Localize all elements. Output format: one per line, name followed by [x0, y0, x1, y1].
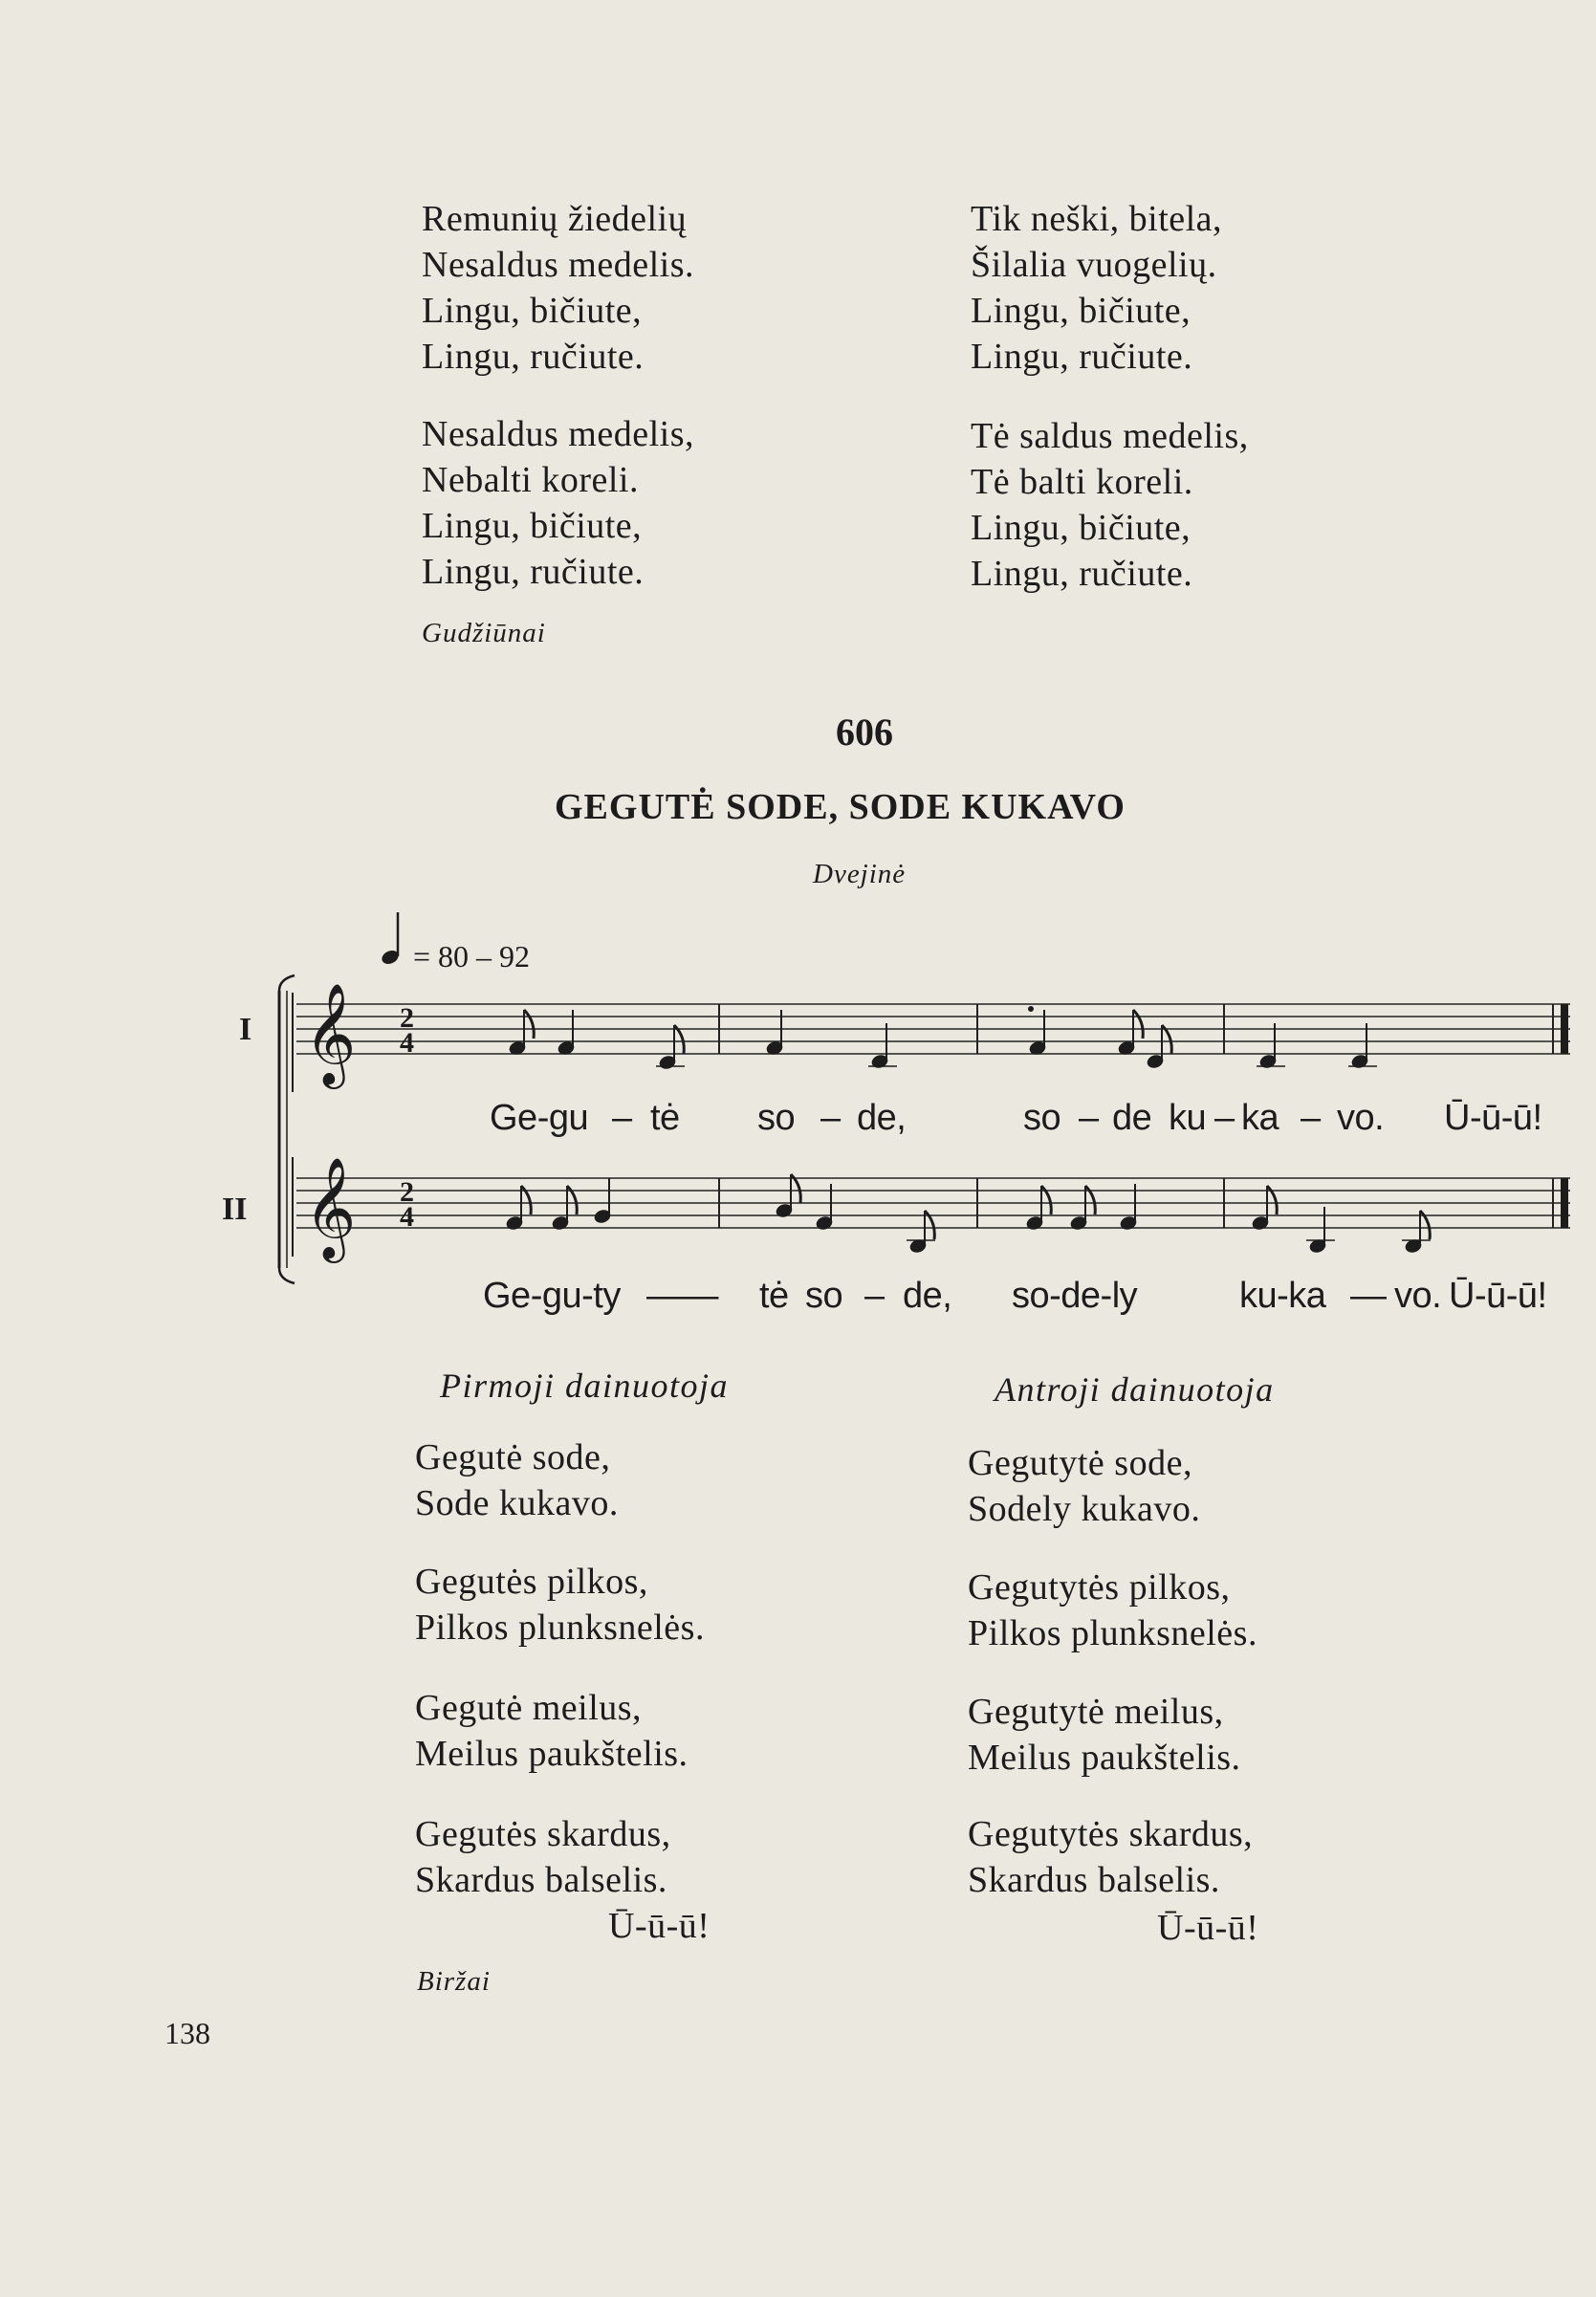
second-singer-stanza-1 [968, 1440, 1200, 1532]
top-place-name: Gudžiūnai [422, 618, 546, 648]
verse-line: Lingu, ručiute. [422, 337, 645, 377]
song-title: GEGUTĖ SODE, SODE KUKAVO [555, 787, 1126, 827]
v1-syllable: so [1023, 1098, 1061, 1138]
v1-syllable: so [757, 1098, 796, 1138]
first-singer-stanza-1 [415, 1434, 619, 1526]
verse-line: Gegutės pilkos, [415, 1562, 648, 1602]
second-singer-stanza-2 [968, 1564, 1257, 1656]
note-quarter [1350, 1023, 1368, 1069]
verse-line: Nesaldus medelis, [422, 414, 695, 454]
verse-line: Nesaldus medelis. [422, 245, 695, 285]
voice-1-label: I [239, 1012, 252, 1047]
v2-syllable: so [805, 1276, 843, 1316]
verse-line: Gegutė sode, [415, 1437, 611, 1477]
note-eighth [908, 1211, 934, 1254]
bottom-place-name: Biržai [417, 1966, 491, 1997]
verse-line: Lingu, ručiute. [971, 554, 1193, 594]
verse-line: Gegutė meilus, [415, 1688, 643, 1728]
v2-refrain: Ū-ū-ū! [1449, 1276, 1547, 1316]
v1-syllable: vo. [1337, 1098, 1385, 1138]
final-barlines [1561, 1004, 1568, 1228]
verse-line: Lingu, bičiute, [422, 291, 643, 331]
staccato-dot [1029, 1007, 1034, 1012]
note-eighth [1146, 1025, 1171, 1069]
v2-hyphen: — [1350, 1276, 1387, 1316]
verse-line: Skardus balselis. [968, 1860, 1220, 1900]
verse-line: Sode kukavo. [415, 1483, 619, 1523]
v1-syllable: de, [857, 1098, 907, 1138]
v1-syllable: Ge-gu [490, 1098, 589, 1138]
second-singer-stanza-4 [968, 1811, 1253, 1903]
second-singer-stanza-3 [968, 1689, 1241, 1781]
v2-syllable: Ge-gu-ty [483, 1276, 621, 1316]
svg-text:4: 4 [400, 1201, 414, 1233]
time-signature-2 [400, 1176, 414, 1233]
verse-line: Lingu, ručiute. [422, 552, 645, 592]
verse-line: Skardus balselis. [415, 1860, 667, 1900]
v2-syllable: de, [903, 1276, 952, 1316]
v1-syllable: ku [1169, 1098, 1207, 1138]
verse-line: Gegutytės pilkos, [968, 1567, 1231, 1608]
verse-line: Pilkos plunksnelės. [415, 1608, 705, 1648]
note-quarter [870, 1023, 888, 1069]
voice-2-notes [505, 1174, 1431, 1254]
note-eighth [1069, 1186, 1095, 1231]
v1-hyphen: – [1079, 1098, 1099, 1138]
time-signature-1 [400, 1002, 414, 1059]
v2-hyphen: —— [646, 1276, 718, 1316]
verse-line: Meilus paukštelis. [968, 1738, 1241, 1778]
note-quarter [1308, 1207, 1326, 1254]
verse-line: Tik neški, bitela, [971, 199, 1223, 239]
verse-line: Nebalti koreli. [422, 460, 639, 500]
first-singer-stanza-2 [415, 1559, 705, 1651]
staff-2-lines [296, 1178, 1570, 1228]
note-eighth [1025, 1186, 1051, 1231]
note-quarter [593, 1178, 611, 1224]
v1-syllable: ka [1241, 1098, 1279, 1138]
v1-refrain: Ū-ū-ū! [1444, 1098, 1542, 1138]
v2-syllable: ku-ka [1239, 1276, 1326, 1316]
note-eighth [658, 1025, 684, 1070]
first-singer-stanza-3 [415, 1685, 689, 1777]
second-singer-header: Antroji dainuotoja [995, 1370, 1275, 1409]
note-eighth [1251, 1186, 1277, 1231]
v1-hyphen: – [1214, 1098, 1235, 1138]
v1-syllable: tė [650, 1098, 680, 1138]
note-eighth [1404, 1211, 1430, 1254]
note-eighth [775, 1174, 800, 1218]
note-quarter [1258, 1023, 1277, 1069]
verse-line: Lingu, ručiute. [971, 337, 1193, 377]
first-singer-stanza-4 [415, 1811, 671, 1903]
v2-syllable: tė [759, 1276, 789, 1316]
voice-2-label: II [222, 1192, 248, 1227]
note-eighth [505, 1186, 531, 1231]
verse-line: Gegutytė meilus, [968, 1692, 1224, 1732]
second-singer-refrain: Ū-ū-ū! [1157, 1908, 1259, 1948]
svg-text:2: 2 [400, 1176, 414, 1208]
treble-clef-1-icon: 𝄞 [304, 982, 357, 1084]
verse-line: Gegutytės skardus, [968, 1814, 1254, 1854]
staff-1-lines [296, 1004, 1570, 1054]
svg-text:4: 4 [400, 1027, 414, 1059]
verse-line: Lingu, bičiute, [422, 506, 643, 546]
v1-syllable: de [1112, 1098, 1152, 1138]
verse-line: Lingu, bičiute, [971, 291, 1192, 331]
v1-hyphen: – [612, 1098, 632, 1138]
tempo-marking: = 80 – 92 [413, 939, 531, 973]
verse-line: Gegutytė sode, [968, 1443, 1192, 1483]
verse-line: Tė saldus medelis, [971, 416, 1249, 456]
v2-hyphen: – [864, 1276, 885, 1316]
v1-hyphen: – [1301, 1098, 1321, 1138]
system-bracket [279, 975, 295, 1283]
verse-line: Meilus paukštelis. [415, 1734, 689, 1774]
verse-line: Sodely kukavo. [968, 1489, 1201, 1529]
verse-line: Remunių žiedelių [422, 199, 688, 239]
verse-line: Lingu, bičiute, [971, 508, 1192, 548]
page-number: 138 [164, 2016, 210, 2050]
song-number: 606 [836, 711, 893, 754]
v2-syllable: vo. [1394, 1276, 1442, 1316]
verse-line: Tė balti koreli. [971, 462, 1193, 502]
verse-line: Gegutės skardus, [415, 1814, 671, 1854]
svg-text:2: 2 [400, 1002, 414, 1034]
treble-clef-2-icon: 𝄞 [304, 1156, 357, 1258]
verse-line: Pilkos plunksnelės. [968, 1613, 1257, 1653]
v2-syllable: so-de-ly [1012, 1276, 1138, 1316]
first-singer-header: Pirmoji dainuotoja [440, 1367, 730, 1405]
note-eighth [551, 1186, 577, 1231]
song-genre: Dvejinė [813, 859, 907, 889]
v1-hyphen: – [820, 1098, 841, 1138]
first-singer-refrain: Ū-ū-ū! [608, 1906, 711, 1946]
verse-line: Šilalia vuogelių. [971, 245, 1217, 285]
